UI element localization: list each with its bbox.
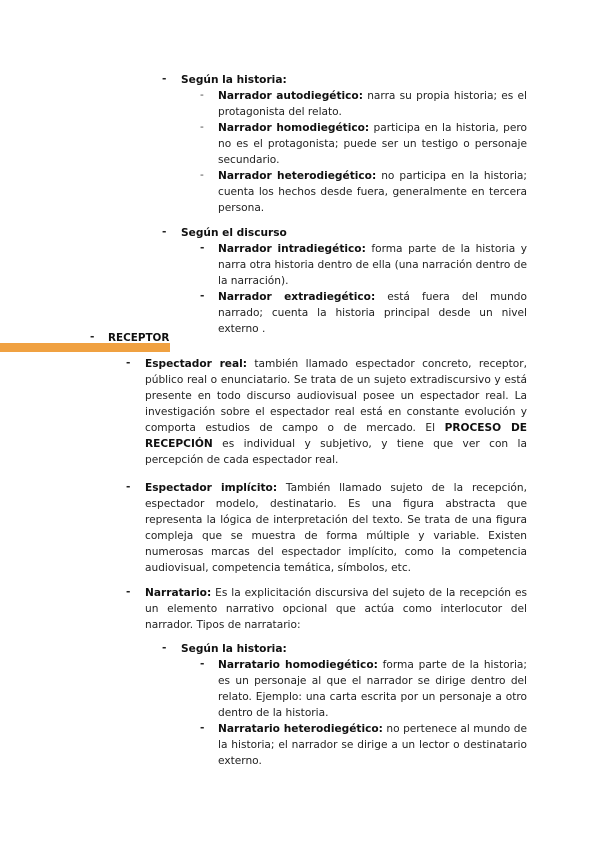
term: Espectador implícito: [145, 482, 278, 494]
definition: forma parte de la historia; es un personaje al que el narrador se dirige dentro del relato. Ejemplo: una carta escrita por un personaje a otro dentro de la historia. [218, 659, 527, 719]
item-narrador-intradiegetico [218, 241, 527, 289]
item-narratario-homodiegetico [218, 657, 527, 721]
definition: participa en la historia, pero no es el protagonista; puede ser un testigo o personaje secundario. [218, 122, 527, 166]
definition: También llamado sujeto de la recepción, espectador modelo, destinatario. Es una figura abstracta que representa la lógica de interpretación del texto. Se trata de una figura compleja que se muestra de forma múltiple y variable. Existen numerosas marcas del espectador implícito, como la competencia audiovisual, competencia temática, símbolos, etc. [145, 482, 527, 574]
bullet-dash: - [162, 226, 167, 238]
definition: está fuera del mundo narrado; cuenta la historia principal desde un nivel externo . [218, 291, 528, 335]
bullet-dash: - [200, 89, 204, 101]
bullet-dash: - [162, 642, 167, 654]
bullet-dash: - [200, 722, 205, 734]
term: Narratario heterodiegético: [218, 723, 383, 735]
bullet-dash: - [162, 73, 167, 85]
item-espectador-real [145, 356, 527, 468]
bullet-dash: - [200, 169, 204, 181]
item-narrador-heterodiegetico [218, 168, 527, 216]
term: Narratario: [145, 587, 212, 599]
term: Espectador real: [145, 358, 248, 370]
definition: no participa en la historia; cuenta los hechos desde fuera, generalmente en tercera persona. [218, 170, 527, 214]
item-narrador-autodiegetico [218, 88, 527, 120]
item-espectador-implicito [145, 480, 527, 576]
term: Narrador homodiegético: [218, 122, 370, 134]
term: Narrador extradiegético: [218, 291, 376, 303]
bullet-dash: - [126, 481, 131, 493]
definition: Es la explicitación discursiva del sujeto de la recepción es un elemento narrativo opcional que actúa como interlocutor del narrador. Tipos de narratario: [145, 587, 527, 631]
subheading-narratario-segun-historia: Según la historia: [181, 643, 287, 655]
term: Narrador intradiegético: [218, 243, 366, 255]
term: Narratario homodiegético: [218, 659, 378, 671]
item-narrador-homodiegetico [218, 120, 527, 168]
definition-part1: también llamado espectador concreto, receptor, público real o enunciatario. Se trata de un sujeto extradiscursivo y está presente en todo discurso audiovisual posee un espectador real. La investigación sobre el espectador real está en constante evolución y comporta estudios de campo o de mercado. El [145, 358, 527, 434]
term: Narrador heterodiegético: [218, 170, 377, 182]
item-narratario [145, 585, 527, 633]
emphasis-proceso-recepcion: PROCESO DE RECEPCIÓN [145, 422, 528, 450]
item-narratario-heterodiegetico [218, 721, 527, 769]
subheading-segun-discurso: Según el discurso [181, 227, 287, 239]
bullet-dash: - [126, 586, 131, 598]
definition: no pertenece al mundo de la historia; el narrador se dirige a un lector o destinatario externo. [218, 723, 527, 767]
subheading-segun-historia: Según la historia: [181, 74, 287, 86]
bullet-dash: - [90, 331, 95, 343]
definition-part2: es individual y subjetivo, y tiene que ver con la percepción de cada espectador real. [145, 438, 527, 466]
item-narrador-extradiegetico [218, 289, 527, 337]
bullet-dash: - [200, 121, 204, 133]
bullet-dash: - [126, 357, 131, 369]
definition: forma parte de la historia y narra otra historia dentro de ella (una narración dentro de la narración). [218, 243, 527, 287]
term: Narrador autodiegético: [218, 90, 363, 102]
section-heading-receptor: RECEPTOR [108, 332, 170, 344]
bullet-dash: - [200, 290, 205, 302]
definition: narra su propia historia; es el protagonista del relato. [218, 90, 527, 118]
bullet-dash: - [200, 242, 205, 254]
bullet-dash: - [200, 658, 205, 670]
